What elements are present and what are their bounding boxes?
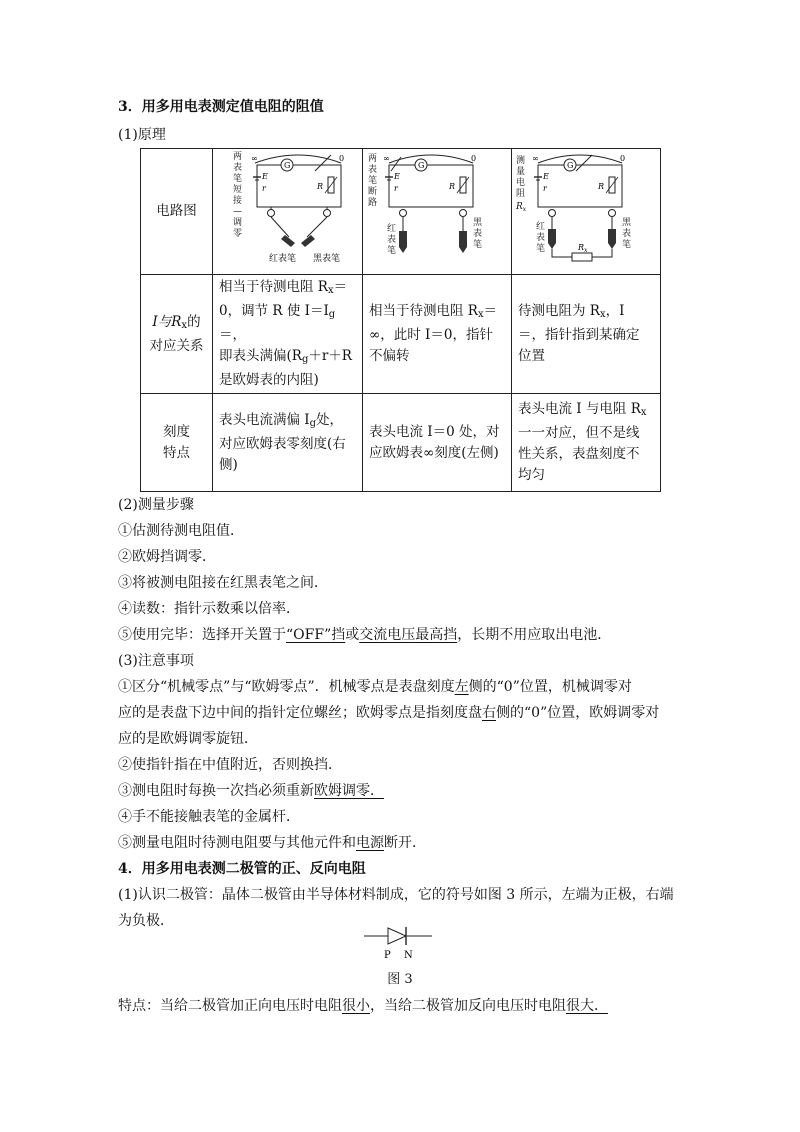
relation-cell-open <box>363 275 512 394</box>
diode-feature <box>118 996 608 1016</box>
section-3-title: 3．用多用电表测定值电阻的阻值 <box>118 99 324 115</box>
scale-cell-measure <box>512 394 661 492</box>
diagram3-side-char: 电 <box>516 178 526 188</box>
terminal-icon <box>324 210 331 217</box>
diagram3-side-char: 阻 <box>516 189 526 199</box>
red-probe-label <box>387 222 396 256</box>
text-span: ，I <box>605 303 625 319</box>
diagram1-side-char: 接 <box>233 196 243 206</box>
note-2: ②使指针指在中值附近，否则换挡． <box>118 757 342 773</box>
diagram2-side-char: 笔 <box>368 176 378 186</box>
text-span: 待测电阻为 R <box>518 303 600 319</box>
relation-row-header <box>141 275 213 394</box>
underlined-answer: 欧姆调零． <box>314 783 384 799</box>
text-span: 应的是表盘下边中间的指针定位螺丝；欧姆零点是指刻度盘 <box>118 705 482 721</box>
galvanometer-label: G <box>418 161 425 170</box>
subscript: x <box>640 407 647 418</box>
text-span: 断开． <box>384 835 426 851</box>
note-3 <box>118 781 384 801</box>
diode-triangle-icon <box>388 928 406 944</box>
subscript: x <box>477 309 484 320</box>
text-span: 0，调节 R 使 I＝I <box>219 303 329 319</box>
probe-wires <box>271 217 327 237</box>
text-span: ＋r＋R <box>308 348 352 364</box>
rheostat-label: R <box>598 182 605 191</box>
red-probe-label: 红表笔 <box>269 254 297 264</box>
black-probe-char: 黑 <box>622 218 632 228</box>
note-1-line-2 <box>118 703 659 723</box>
zero-symbol: 0 <box>620 154 626 163</box>
text-span: 侧的“0”位置，机械调零对 <box>468 679 632 695</box>
subscript: x <box>599 309 606 320</box>
scale-cell-short <box>213 394 363 492</box>
red-probe-char: 红 <box>387 224 397 234</box>
text-span: ⑤测量电阻时待测电阻要与其他元件和 <box>118 835 356 851</box>
subscript: g <box>309 417 317 429</box>
text-line <box>219 301 356 346</box>
galvanometer-label: G <box>567 161 574 170</box>
text-span: 特点：当给二极管加正向电压时电阻 <box>118 998 342 1014</box>
text-line: 不偏转 <box>369 348 410 364</box>
step-item: ①估测待测电阻值． <box>118 523 244 539</box>
diagram3-side-char: 测 <box>516 156 526 166</box>
notes-heading: (3)注意事项 <box>118 653 194 669</box>
text-span: 即表头满偏(R <box>219 348 302 364</box>
black-probe-char: 表 <box>473 229 483 239</box>
resistor-icon <box>572 253 592 261</box>
black-probe-label: 黑表笔 <box>313 254 341 264</box>
text-line: 均匀 <box>518 467 545 483</box>
infinity-symbol: ∞ <box>251 154 258 163</box>
meter-scale-arc <box>389 155 473 163</box>
relation-header-line1 <box>147 312 206 336</box>
terminal-icon <box>549 210 556 217</box>
emf-label: E <box>543 172 549 181</box>
subscript: x <box>181 319 188 331</box>
terminal-icon <box>268 210 275 217</box>
terminal-icon <box>609 210 616 217</box>
steps-heading: (2)测量步骤 <box>118 497 194 513</box>
step-item-5 <box>118 625 611 645</box>
principle-table <box>140 148 661 492</box>
text-line: 一一对应，但不是线 <box>518 425 640 441</box>
pointer-needle-icon <box>391 157 401 171</box>
text-span: 侧的“0”位置，欧姆调零对 <box>496 705 660 721</box>
text-line <box>219 346 356 370</box>
text-span: 相当于待测电阻 R <box>369 303 478 319</box>
text-line <box>518 399 654 423</box>
text-span: ＝， <box>219 327 246 343</box>
relation-header-text: I与R <box>152 313 182 330</box>
note-5 <box>118 833 426 853</box>
diagram3-rx-label: $R_x$ <box>516 202 527 213</box>
text-span: 表头电流满偏 I <box>219 411 310 428</box>
text-span: ＝ <box>483 303 498 319</box>
scale-row-header <box>141 394 213 492</box>
red-probe-icon <box>281 235 295 247</box>
relation-header-line2: 对应关系 <box>149 337 204 354</box>
text-line: 性关系，表盘刻度不 <box>518 446 640 462</box>
underlined-answer: 很小 <box>342 998 370 1014</box>
black-probe-char: 黑 <box>473 218 483 228</box>
black-probe-label <box>622 217 632 250</box>
diagram1-side-char: 笔 <box>233 174 243 184</box>
diagram2-side-text <box>368 153 377 208</box>
diagram1-side-text <box>233 151 242 239</box>
subscript: g <box>328 309 336 320</box>
diode-p-label: P <box>384 950 391 961</box>
terminal-icon <box>460 210 467 217</box>
underlined-answer: 很大． <box>566 998 608 1014</box>
red-probe-label <box>536 220 545 254</box>
black-probe-icon <box>608 229 616 249</box>
red-probe-char: 表 <box>387 235 397 245</box>
principle-heading: (1)原理 <box>118 127 166 143</box>
step-item: ②欧姆挡调零． <box>118 549 216 565</box>
red-probe-char: 笔 <box>536 244 546 254</box>
diagram1-side-char: — <box>233 207 242 217</box>
diagram-open-circuit <box>363 149 512 267</box>
text-line: 侧) <box>219 456 238 473</box>
circuit-row-header: 电路图 <box>141 149 213 275</box>
underlined-answer: “OFF”挡 <box>286 627 346 643</box>
text-span: 处， <box>316 411 344 428</box>
diagram1-side-char: 零 <box>233 229 243 239</box>
diagram-short-circuit <box>213 149 363 267</box>
relation-header-tail: 的 <box>187 313 201 330</box>
relation-row <box>141 275 661 394</box>
black-probe-char: 表 <box>622 229 632 239</box>
red-probe-icon <box>548 229 556 249</box>
text-span: 或 <box>345 627 360 643</box>
resistor-label: $R_x$ <box>578 243 588 254</box>
note-4: ④手不能接触表笔的金属杆． <box>118 809 300 825</box>
text-line <box>219 277 356 301</box>
diagram3-side-char: 量 <box>516 167 526 177</box>
text-span: ，当给二极管加反向电压时电阻 <box>370 998 566 1014</box>
text-span: ③测电阻时每换一次挡必须重新 <box>118 783 314 799</box>
diagram3-side-text <box>515 154 527 213</box>
text-line: ＝，指针指到某确定 <box>518 327 640 343</box>
text-line: ∞，此时 I＝0，指针 <box>369 327 493 343</box>
pointer-needle-icon <box>576 155 592 171</box>
galvanometer-label: G <box>284 161 291 170</box>
scale-row <box>141 394 661 492</box>
diagram1-side-char: 两 <box>233 152 243 162</box>
rheostat-label: R <box>449 182 456 191</box>
diagram1-side-char: 短 <box>233 185 243 195</box>
black-probe-label <box>473 217 483 250</box>
black-probe-icon <box>459 231 467 253</box>
meter-scale-arc <box>255 155 341 163</box>
black-probe-char: 笔 <box>473 240 483 250</box>
text-span: ⑤使用完毕：选择开关置于 <box>118 627 286 643</box>
red-probe-char: 笔 <box>387 246 397 256</box>
text-span: 相当于待测电阻 R <box>219 279 328 295</box>
emf-label: E <box>394 172 400 181</box>
diagram-measure-resistance <box>512 149 661 267</box>
text-span: ＝ <box>333 279 348 295</box>
section-4-intro-line-1: (1)认识二极管：晶体二极管由半导体材料制成，它的符号如图 3 所示，左端为正极，右端 <box>118 887 674 903</box>
step-item: ④读数：指针示数乘以倍率． <box>118 601 300 617</box>
text-span: ，长期不用应取出电池． <box>457 627 612 643</box>
section-4-title: 4．用多用电表测二极管的正、反向电阻 <box>118 861 366 877</box>
scale-cell-open <box>363 394 512 492</box>
underlined-answer: 交流电压最高挡 <box>359 627 458 643</box>
step-item: ③将被测电阻接在红黑表笔之间． <box>118 575 328 591</box>
underlined-answer: 右 <box>482 705 496 721</box>
text-line <box>219 410 356 434</box>
diode-n-label: N <box>404 950 413 961</box>
text-span: ①区分“机械零点”与“欧姆零点”．机械零点是表盘刻度 <box>118 679 455 695</box>
diagram-short-circuit-cell <box>213 149 363 275</box>
text-line: 应欧姆表∞刻度(左侧) <box>369 444 499 461</box>
diagram2-side-char: 断 <box>368 187 378 197</box>
circuit-row <box>141 149 661 275</box>
diagram-measure-cell <box>512 149 661 275</box>
subscript: x <box>327 285 334 296</box>
text-span: 表头电流 I 与电阻 R <box>518 401 641 417</box>
diagram2-side-char: 两 <box>368 154 378 164</box>
red-probe-char: 红 <box>536 222 546 232</box>
infinity-symbol: ∞ <box>532 154 539 163</box>
black-probe-char: 笔 <box>622 240 632 250</box>
internal-resistance-label: r <box>262 184 266 193</box>
red-probe-char: 表 <box>536 233 546 243</box>
black-probe-icon <box>301 235 315 247</box>
meter-scale-arc <box>538 155 622 163</box>
subscript: g <box>301 354 309 365</box>
relation-cell-measure <box>512 275 661 394</box>
figure-caption: 图 3 <box>387 972 413 987</box>
emf-label: E <box>262 172 268 181</box>
diagram2-side-char: 表 <box>368 165 378 175</box>
text-line: 是欧姆表的内阻) <box>219 372 319 388</box>
relation-cell-short <box>213 275 363 394</box>
diagram-open-circuit-cell <box>363 149 512 275</box>
infinity-symbol: ∞ <box>383 154 390 163</box>
internal-resistance-label: r <box>543 184 547 193</box>
zero-symbol: 0 <box>471 154 477 163</box>
terminal-icon <box>400 210 407 217</box>
zero-symbol: 0 <box>339 154 345 163</box>
text-line: 对应欧姆表零刻度(右 <box>219 435 346 452</box>
diagram1-side-char: 调 <box>233 218 243 228</box>
diode-symbol-figure <box>360 920 440 964</box>
note-1-line-3: 应的是欧姆调零旋钮． <box>118 731 258 747</box>
underlined-answer: 左 <box>454 679 469 695</box>
text-line <box>518 301 654 325</box>
rheostat-label: R <box>317 182 324 191</box>
diagram1-side-char: 表 <box>233 163 243 173</box>
text-line <box>369 301 505 325</box>
diagram2-side-char: 路 <box>368 198 378 208</box>
scale-header-line2: 特点 <box>163 444 190 461</box>
note-1-line-1 <box>118 677 632 697</box>
internal-resistance-label: r <box>394 184 398 193</box>
section-4-intro-line-2: 为负极． <box>118 913 174 929</box>
underlined-answer: 电源 <box>356 835 384 851</box>
scale-header-line1: 刻度 <box>163 423 190 440</box>
red-probe-icon <box>399 231 407 253</box>
text-line: 表头电流 I＝0 处，对 <box>369 423 500 440</box>
text-line: 位置 <box>518 348 545 364</box>
